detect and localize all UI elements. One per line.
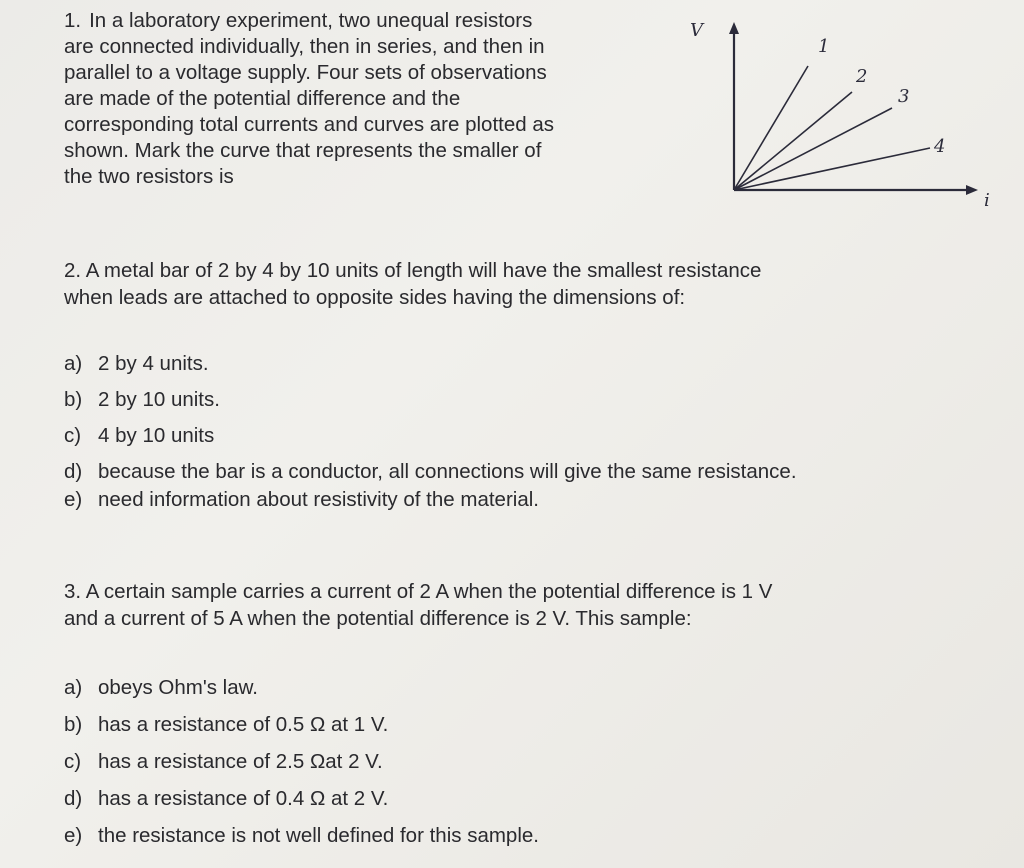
option-d[interactable]: d) has a resistance of 0.4 Ω at 2 V. [64,787,389,810]
question-number: 1. [64,9,82,32]
option-c[interactable]: c) has a resistance of 2.5 Ωat 2 V. [64,750,383,773]
question-1-line: parallel to a voltage supply. Four sets of observations [64,61,547,84]
question-1-line: corresponding total currents and curves are plotted as [64,113,554,136]
question-1-line: the two resistors is [64,165,234,188]
curve-label-2: 2 [856,66,868,87]
question-3-line: and a current of 5 A when the potential difference is 2 V. This sample: [64,607,692,630]
question-2 [64,257,964,311]
question-1-line: 1. In a laboratory experiment, two unequal resistors [64,9,533,32]
question-3-options [64,676,539,861]
option-b[interactable]: b) has a resistance of 0.5 Ω at 1 V. [64,713,389,736]
question-1-line: shown. Mark the curve that represents the smaller of [64,139,542,162]
curve-4 [734,148,930,190]
curve-label-4: 4 [934,136,946,157]
curve-label-3: 3 [898,86,910,107]
option-a[interactable]: a) obeys Ohm's law. [64,676,259,699]
question-2-line: 2. A metal bar of 2 by 4 by 10 units of length will have the smallest resistance [64,259,762,282]
question-3-line: 3. A certain sample carries a current of 2 A when the potential difference is 1 V [64,580,773,603]
question-number: 2. [64,259,82,282]
option-a[interactable]: a) 2 by 4 units. [64,352,209,375]
x-axis-arrow-icon [966,185,978,195]
question-3 [64,578,984,632]
vi-graph [680,10,1024,220]
question-2-options [64,352,797,524]
question-1 [64,8,704,190]
question-1-line: are made of the potential difference and the [64,87,461,110]
curve-label-1: 1 [818,36,830,57]
y-axis-arrow-icon [729,22,739,34]
question-1-line: are connected individually, then in series, and then in [64,35,545,58]
option-b[interactable]: b) 2 by 10 units. [64,388,220,411]
option-e[interactable]: e) the resistance is not well defined for this sample. [64,824,539,847]
option-c[interactable]: c) 4 by 10 units [64,424,215,447]
question-2-line: when leads are attached to opposite sides having the dimensions of: [64,286,686,309]
option-e[interactable]: e) need information about resistivity of the material. [64,488,539,511]
question-number: 3. [64,580,82,603]
y-axis-label: V [690,20,703,41]
curve-2 [734,92,852,190]
x-axis-label: i [984,190,990,211]
option-d[interactable]: d) because the bar is a conductor, all connections will give the same resistance. [64,460,797,483]
